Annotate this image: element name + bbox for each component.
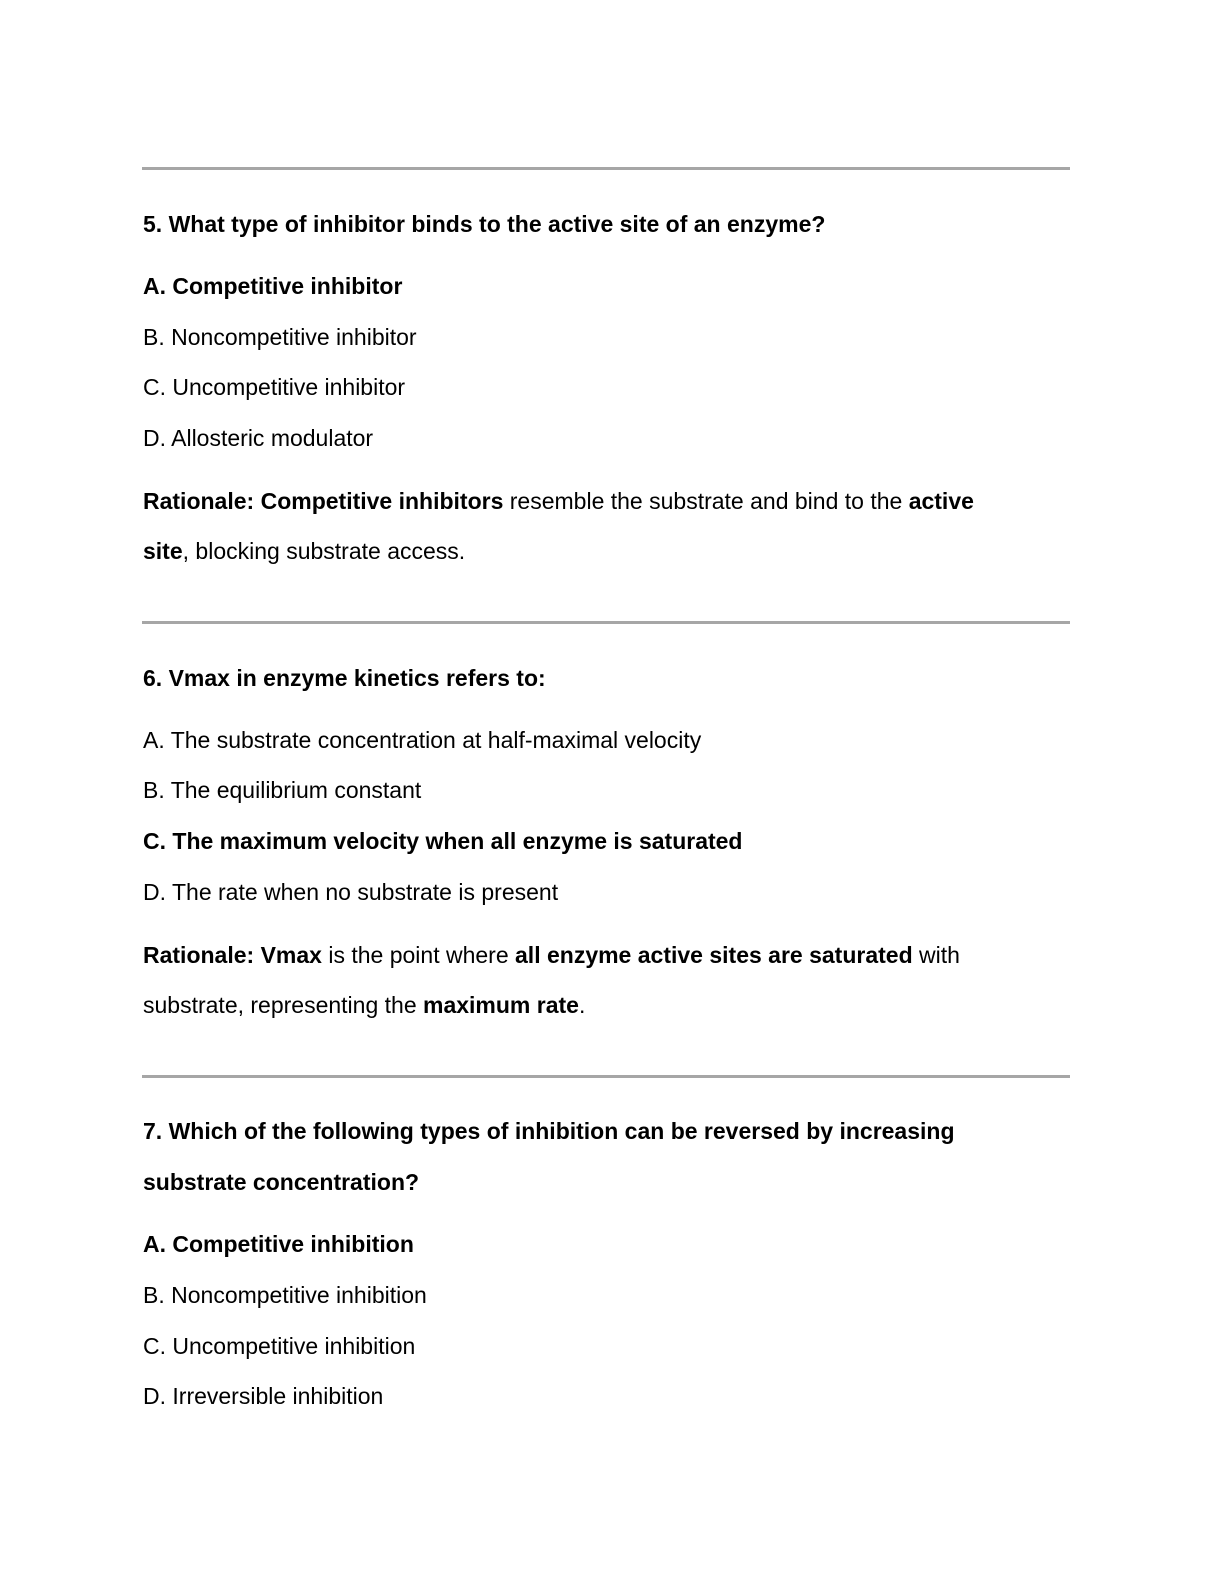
question-5-option-d: D. Allosteric modulator: [143, 425, 374, 451]
question-5-option-a: A. Competitive inhibitor: [143, 273, 403, 299]
question-6-option-c: C. The maximum velocity when all enzyme is saturated: [143, 828, 743, 854]
rationale-text: is the point where: [321, 942, 516, 968]
rationale-text: substrate, representing the: [143, 992, 423, 1018]
rationale-text: .: [578, 992, 586, 1018]
rationale-emphasis: Vmax: [260, 942, 322, 968]
question-7-option-c: C. Uncompetitive inhibition: [143, 1333, 416, 1359]
question-6-option-b: B. The equilibrium constant: [143, 777, 422, 803]
question-7-text-line-2: substrate concentration?: [143, 1169, 420, 1195]
question-5-text: 5. What type of inhibitor binds to the active site of an enzyme?: [143, 211, 826, 237]
rationale-emphasis: site: [143, 538, 183, 564]
rationale-text: with: [912, 942, 960, 968]
question-5-rationale-line-1: [143, 486, 974, 516]
question-7-option-a: A. Competitive inhibition: [143, 1231, 414, 1257]
rationale-text: , blocking substrate access.: [182, 538, 466, 564]
question-5-option-b: B. Noncompetitive inhibitor: [143, 324, 417, 350]
rationale-emphasis: active: [908, 488, 974, 514]
rationale-emphasis: Competitive inhibitors: [260, 488, 504, 514]
rationale-label: Rationale:: [143, 942, 255, 968]
question-7-option-b: B. Noncompetitive inhibition: [143, 1282, 427, 1308]
question-6-rationale-line-1: [143, 940, 960, 970]
question-6-rationale-line-2: [143, 990, 585, 1020]
question-6-option-a: A. The substrate concentration at half-maximal velocity: [143, 727, 702, 753]
rationale-emphasis: all enzyme active sites are saturated: [515, 942, 913, 968]
question-7-text-line-1: 7. Which of the following types of inhibition can be reversed by increasing: [143, 1118, 955, 1144]
question-6-text: 6. Vmax in enzyme kinetics refers to:: [143, 665, 546, 691]
rationale-label: Rationale:: [143, 488, 255, 514]
section-divider: [142, 167, 1070, 170]
section-divider: [142, 621, 1070, 624]
section-divider: [142, 1075, 1070, 1078]
question-7-option-d: D. Irreversible inhibition: [143, 1383, 384, 1409]
question-5-rationale-line-2: [143, 536, 465, 566]
rationale-emphasis: maximum rate: [423, 992, 579, 1018]
rationale-text: resemble the substrate and bind to the: [503, 488, 909, 514]
question-5-option-c: C. Uncompetitive inhibitor: [143, 374, 406, 400]
question-6-option-d: D. The rate when no substrate is present: [143, 879, 559, 905]
